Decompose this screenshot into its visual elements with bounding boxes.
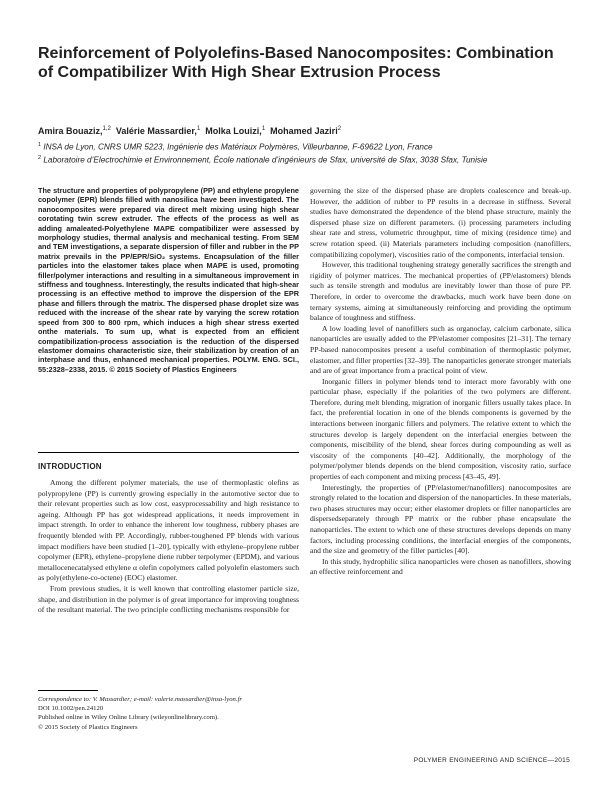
left-column-body: [38, 478, 299, 616]
body-paragraph: Among the different polymer materials, the use of thermoplastic olefins as polypropylene (PP) is currently growing especially in the automotive sector due to their relevant properties such as low cost, easyprocessability and high resistance to ageing. Although PP has got widespread applications, it needs improvement in impact strength. In order to enhance the inherent low toughness, rubbery phases are frequently blended with PP. Accordingly, rubber-toughened PP blends with various impact modifiers have been studied [1–20], typically with ethylene–propylene rubber copolymer (EPR), ethylene–propylene diene rubber terpolymer (EPDM), and various metallocenecatalysed ethylene α olefin copolymers called polyolefin elastomers such as poly(ethylene-co-octene) (EOC) elastomer.: [38, 478, 299, 583]
abstract-citation: POLYM. ENG. SCI., 55:2328–2338, 2015. © 2015 Society of Plastics Engineers: [38, 355, 299, 374]
copyright-note: © 2015 Society of Plastics Engineers: [38, 723, 138, 731]
paper-title: Reinforcement of Polyolefins-Based Nanocomposites: Combination of Compatibilizer With High Shear Extrusion Process: [38, 45, 554, 81]
publication-note: Published online in Wiley Online Library (wileyonlinelibrary.com).: [38, 714, 219, 722]
author-affil-sup: 1,2: [102, 126, 111, 132]
body-paragraph: In this study, hydrophilic silica nanoparticles were chosen as nanofillers, showing an effective reinforcement and: [310, 556, 571, 577]
abstract-text: The structure and properties of polypropylene (PP) and ethylene propylene copolymer (EPR) blends filled with nanosilica have been investigated. The nanocomposites were prepared via direct melt mixing using high shear corotating twin screw extruder. The effects of the process as well as adding amaleated-Polyethylene MAPE compatibilizer were assessed by morphology studies, thermal analysis and mechanical testing. From SEM and TEM investigations, a separate dispersion of filler and rubber in the PP matrix prevails in the PP/EPR/SiO₂ systems. Encapsulation of the filler particles into the elastomer takes place when MAPE is used, promoting filler/polymer interactions and resulting in a simultaneous improvement in stiffness and toughness. Interestingly, the results indicated that high-shear processing is an effective method to improve the dispersion of the EPR phase and fillers through the matrix. The dispersed phase droplet size was reduced with the increase of the shear rate by varying the screw rotation speed from 300 to 800 rpm, which induces a high shear stress exerted onthe materials. To sum up, what is expected from an efficient compatibilization-process association is the reduction of the dispersed elastomer domains characteristic size, their stabilization by creation of an interphase and thus, enhanced mechanical properties.: [38, 186, 299, 365]
author-name: Mohamed Jaziri: [270, 126, 338, 136]
footnotes: [38, 695, 299, 732]
affiliation-text: INSA de Lyon, CNRS UMR 5223, Ingénierie des Matériaux Polymères, Villeurbanne, F-69622 Lyon, France: [43, 142, 433, 152]
body-paragraph: From previous studies, it is well known that controlling elastomer particle size, shape, and distribution in the polymer is of great importance for improving toughness of the resultant material. The two principle conflicting mechanisms responsible for: [38, 583, 299, 615]
section-divider: [38, 452, 299, 453]
author-affil-sup: 2: [337, 126, 342, 132]
right-column-body: [310, 186, 571, 578]
body-paragraph: Interestingly, the properties of (PP/elastomer/nanofillers) nanocomposites are strongly related to the location and dispersion of the nanoparticles. In these materials, two phases structures may occur; either elastomer droplets or filler nanoparticles are dispersedseparately through PP matrix or the rubber phase encapsulate the nanoparticles. The extent to which one of these structures develops depends on many factors, including processing conditions, the interfacial energies of the components, and the size and geometry of the filler particles [40].: [310, 482, 571, 556]
body-paragraph: However, this traditional toughening strategy generally sacrifices the strength and rigidity of polymer matrices. The mechanical properties of (PP/elastomers) blends such as tensile strength and modulus are inevitably lower than those of pure PP. Therefore, in order to overcome the drawbacks, much work have been done on ternary systems, aiming at simultaneously reinforcing and providing the optimum balance of toughness and stiffness.: [310, 260, 571, 323]
author-name: Amira Bouaziz,: [38, 126, 103, 136]
affiliation-text: Laboratoire d’Electrochimie et Environnement, École nationale d’ingénieurs de Sfax, université de Sfax, 3038 Sfax, Tunisie: [43, 155, 488, 165]
affiliation-1: [38, 140, 578, 153]
body-paragraph: Inorganic fillers in polymer blends tend to interact more favorably with one particular phase, especially if the polarities of the two polymers are different. Therefore, during melt blending, migration of inorganic fillers usually takes place. In fact, the preferential location in one of the blends components is governed by the interactions between inorganic fillers and polymers. The relative extent to which the structures develop is largely dependent on the interfacial energies between the components, miscibility of the blend, shear forces during compounding as well as viscosity of the components [40–42]. Additionally, the morphology of the polymer/polymer blends depends on the blend composition, viscosity ratio, surface properties of each component and mixing process [43–45, 49].: [310, 376, 571, 482]
author-affil-sup: 1: [261, 126, 266, 132]
author-list: [38, 126, 568, 136]
affiliation-number: 1: [38, 142, 42, 148]
affiliation-2: [38, 153, 578, 166]
section-heading: INTRODUCTION: [38, 462, 102, 471]
footnote-divider: [38, 690, 98, 691]
doi-note: DOI 10.1002/pen.24120: [38, 705, 104, 713]
correspondence-note: Correspondence to: V. Massardier; e-mail: valerie.massardier@insa-lyon.fr: [38, 696, 243, 703]
author-name: Molka Louizi,: [205, 126, 262, 136]
affiliation-number: 2: [38, 155, 42, 161]
body-paragraph: governing the size of the dispersed phase are droplets coalescence and break-up. However, the addition of rubber to PP results in a decrease in stiffness. Several studies have demonstrated the dependence of the blend phase structure, mainly the dispersed phase size on different parameters. (i) processing parameters including shear rate and stress, volumetric throughput, time of mixing (residence time) and screw rotation speed. (ii) Materials parameters including composition (nanofillers, compatibilizing copolymer), viscosities ratio of the components, interfacial tension.: [310, 186, 571, 259]
body-paragraph: A low loading level of nanofillers such as organoclay, calcium carbonate, silica nanoparticles are usually added to the PP/elastomer composites [21–31]. The ternary PP-based nanocomposites present a useful combination of thermoplastic polymer, elastomer, and filler properties [32–39]. The nanoparticles generate stronger materials and are of great importance from a practical point of view.: [310, 323, 571, 376]
page-footer: POLYMER ENGINEERING AND SCIENCE—2015: [413, 757, 570, 764]
author-name: Valérie Massardier,: [115, 126, 197, 136]
author-affil-sup: 1: [196, 126, 201, 132]
abstract: [38, 186, 299, 374]
